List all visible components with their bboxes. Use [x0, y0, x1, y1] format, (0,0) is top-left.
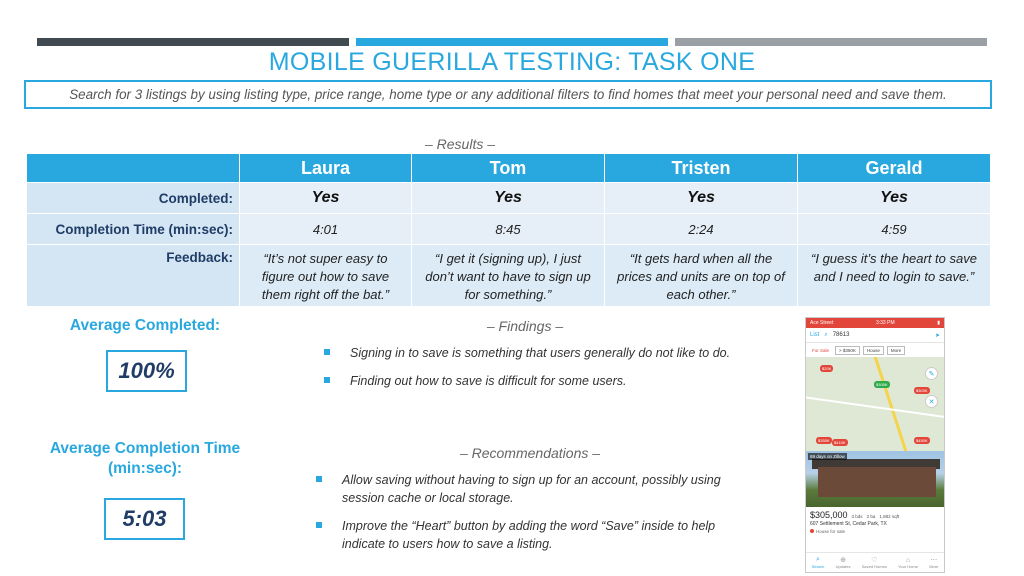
- task-description-box: [24, 80, 992, 109]
- completed-cell: Yes: [412, 183, 605, 214]
- updates-icon: ⊕: [840, 557, 846, 564]
- heart-icon: ♡: [871, 557, 878, 564]
- completion-time-cell: 2:24: [605, 214, 798, 245]
- list-toggle[interactable]: List: [810, 332, 820, 338]
- price-pin[interactable]: $450K: [916, 438, 928, 443]
- slide-title: MOBILE GUERILLA TESTING: TASK ONE: [268, 48, 756, 76]
- house-image: [818, 467, 936, 497]
- filter-row: [806, 343, 944, 357]
- filter-chip[interactable]: House: [863, 346, 884, 355]
- map-road: [806, 395, 944, 421]
- feedback-row-label: Feedback:: [27, 245, 240, 307]
- price-pin[interactable]: $303K: [916, 388, 928, 393]
- price-pin[interactable]: $20K: [822, 366, 832, 371]
- results-label: – Results –: [424, 136, 496, 152]
- results-table: [26, 153, 991, 307]
- search-query[interactable]: 78613: [832, 332, 850, 338]
- price-pin[interactable]: $305K: [876, 382, 888, 387]
- filter-chip[interactable]: More: [887, 346, 905, 355]
- square-bullet-icon: [316, 476, 322, 482]
- finding-item: Signing in to save is something that users generally do not like to do.: [324, 344, 784, 362]
- findings-label: – Findings –: [486, 318, 564, 334]
- results-header-row: [27, 154, 991, 183]
- recommendations-label: – Recommendations –: [459, 445, 601, 461]
- search-icon: ⌕: [816, 556, 820, 563]
- close-icon[interactable]: ✕: [925, 395, 938, 408]
- completed-cell: Yes: [240, 183, 412, 214]
- recommendation-item: Allow saving without having to sign up for an account, possibly using session cache or local storage.: [316, 471, 736, 507]
- completion-time-cell: 8:45: [412, 214, 605, 245]
- square-bullet-icon: [324, 377, 330, 383]
- filter-chip[interactable]: For Sale: [812, 347, 830, 353]
- days-on-site-tag: 69 days on Zillow: [810, 454, 845, 459]
- header-empty-cell: [27, 154, 240, 183]
- completion-time-cell: 4:59: [798, 214, 991, 245]
- home-icon: ⌂: [905, 556, 911, 564]
- finding-item: Finding out how to save is difficult for some users.: [324, 372, 784, 390]
- completion-time-row: [27, 214, 991, 245]
- price-pin[interactable]: $410K: [834, 440, 846, 445]
- recommendation-item: Improve the “Heart” button by adding the word “Save” inside to help indicate to users how to save a listing.: [316, 517, 736, 553]
- completion-time-cell: 4:01: [240, 214, 412, 245]
- listing-status: House for sale: [810, 529, 940, 534]
- listing-baths: 2 ba: [866, 514, 876, 519]
- map-view[interactable]: [806, 357, 944, 451]
- square-bullet-icon: [316, 522, 322, 528]
- avg-completed-label: Average Completed:: [69, 317, 221, 334]
- avg-completed-value: 100%: [118, 358, 175, 383]
- search-bar[interactable]: [806, 328, 944, 343]
- participant-header: Laura: [240, 154, 412, 183]
- recommendations-list: [316, 471, 736, 563]
- participant-header: Tom: [412, 154, 605, 183]
- listing-price: $305,000: [810, 510, 848, 520]
- tab-search[interactable]: ⌕ Search: [811, 556, 825, 569]
- tab-updates[interactable]: ⊕ Updates: [835, 557, 851, 569]
- header-bar-dark: [37, 38, 349, 46]
- avg-completed-box: [106, 350, 187, 392]
- clock-label: 3:33 PM: [875, 320, 895, 326]
- completion-time-row-label: Completion Time (min:sec):: [27, 214, 240, 245]
- feedback-cell: “I guess it’s the heart to save and I need to login to save.”: [798, 245, 991, 307]
- feedback-cell: “It’s not super easy to figure out how to save them right off the bat.”: [240, 245, 412, 307]
- carrier-label: Ace Street: [810, 320, 834, 326]
- avg-time-box: [104, 498, 185, 540]
- header-bar-grey: [675, 38, 987, 46]
- completed-cell: Yes: [605, 183, 798, 214]
- tab-saved-homes[interactable]: ♡ Saved Homes: [861, 557, 887, 569]
- square-bullet-icon: [324, 349, 330, 355]
- search-icon: ⌕: [824, 331, 828, 338]
- map-road: [873, 357, 910, 451]
- findings-list: [324, 344, 784, 400]
- phone-status-bar: [806, 318, 944, 328]
- listing-address: 607 Settlement St, Cedar Park, TX: [810, 521, 887, 527]
- listing-price-row: [810, 510, 940, 520]
- listing-photo[interactable]: [806, 451, 944, 507]
- header-bar-blue: [356, 38, 668, 46]
- avg-time-value: 5:03: [122, 506, 167, 531]
- completed-cell: Yes: [798, 183, 991, 214]
- feedback-cell: “It gets hard when all the prices and units are on top of each other.”: [605, 245, 798, 307]
- participant-header: Tristen: [605, 154, 798, 183]
- listing-beds: 3 bds: [851, 514, 863, 519]
- participant-header: Gerald: [798, 154, 991, 183]
- app-screenshot: [805, 317, 945, 573]
- avg-time-label: Average Completion Time (min:sec):: [49, 440, 241, 477]
- listing-sqft: 1,882 sqft: [879, 514, 900, 519]
- tab-more[interactable]: ⋯ More: [929, 557, 939, 569]
- price-pin[interactable]: $355K: [818, 438, 830, 443]
- more-icon: ⋯: [930, 557, 938, 564]
- completed-row-label: Completed:: [27, 183, 240, 214]
- feedback-row: [27, 245, 991, 307]
- task-description: Search for 3 listings by using listing type, price range, home type or any additional filters to find homes that meet your personal need and save them.: [69, 87, 947, 102]
- completed-row: [27, 183, 991, 214]
- phone-tab-bar: [806, 552, 944, 572]
- listing-card[interactable]: [806, 507, 944, 537]
- battery-icon: ▮: [937, 320, 940, 326]
- location-arrow-icon[interactable]: ➤: [934, 332, 940, 339]
- tab-your-home[interactable]: ⌂ Your Home: [898, 556, 918, 569]
- filter-chip[interactable]: > $350K: [835, 346, 860, 355]
- draw-icon[interactable]: ✎: [925, 367, 938, 380]
- feedback-cell: “I get it (signing up), I just don’t want to have to sign up for something.”: [412, 245, 605, 307]
